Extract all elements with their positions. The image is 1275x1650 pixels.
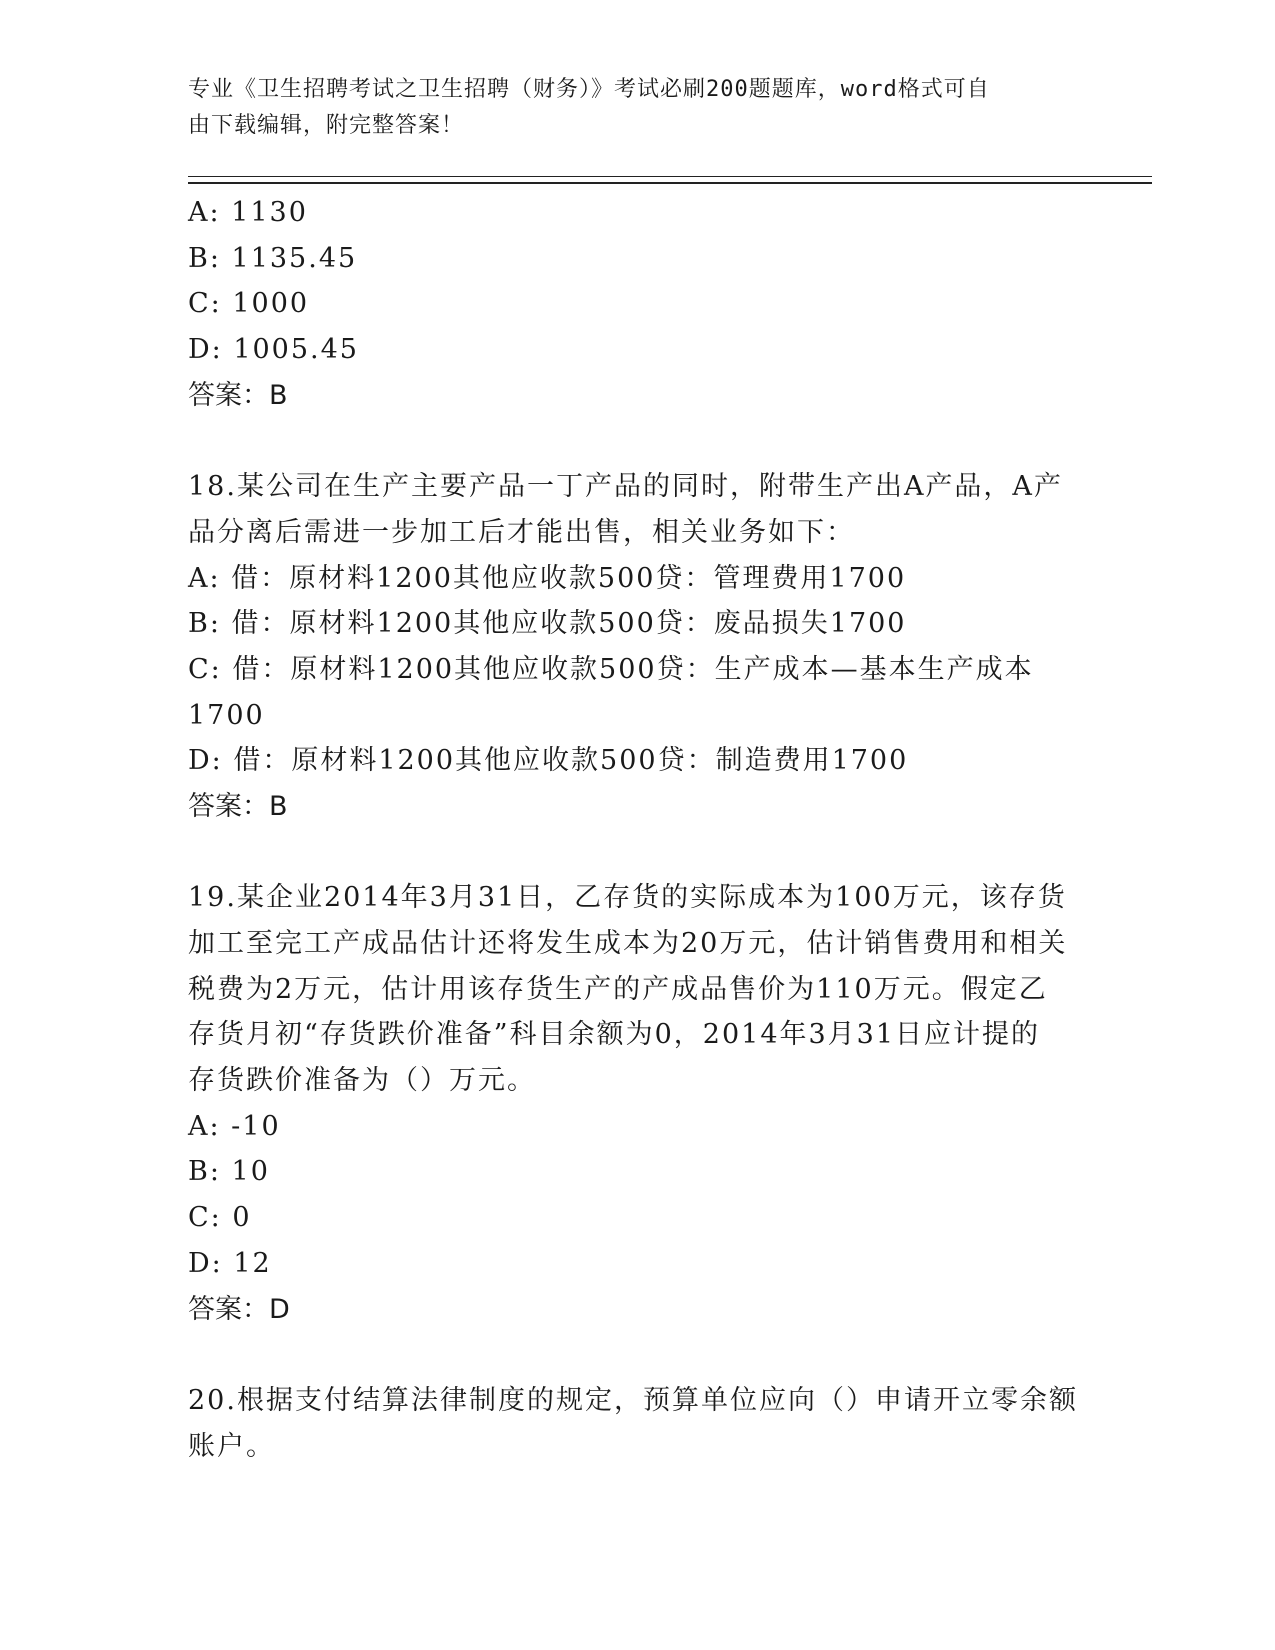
answer-line: 答案：B [188, 379, 288, 411]
option-c-continued: 1700 [188, 699, 265, 731]
option-c: C: 借：原材料1200其他应收款500贷：生产成本—基本生产成本 [188, 653, 1034, 685]
question-17-options [188, 190, 1088, 418]
option-b: B: 1135.45 [188, 242, 358, 274]
document-body [188, 190, 1088, 1469]
option-b: B: 借：原材料1200其他应收款500贷：废品损失1700 [188, 608, 907, 640]
spacer [188, 418, 1088, 464]
option-a: A: 借：原材料1200其他应收款500贷：管理费用1700 [188, 562, 907, 594]
question-stem-line: 存货月初“存货跌价准备”科目余额为0，2014年3月31日应计提的 [188, 1019, 1041, 1051]
question-stem-line: 20.根据支付结算法律制度的规定，预算单位应向（）申请开立零余额 [188, 1384, 1078, 1416]
option-c: C: 1000 [188, 288, 310, 320]
question-stem-line: 品分离后需进一步加工后才能出售，相关业务如下： [188, 516, 855, 548]
option-c: C: 0 [188, 1202, 252, 1234]
answer-line: 答案：D [188, 1293, 290, 1325]
spacer [188, 830, 1088, 876]
question-stem-line: 18.某公司在生产主要产品一丁产品的同时，附带生产出A产品，A产 [188, 471, 1063, 503]
answer-line: 答案：B [188, 790, 288, 822]
option-a: A: -10 [188, 1110, 281, 1142]
question-stem-line: 存货跌价准备为（）万元。 [188, 1065, 536, 1097]
question-18 [188, 464, 1088, 830]
question-20 [188, 1378, 1088, 1469]
header-divider-thick [188, 182, 1152, 184]
option-a: A: 1130 [188, 197, 308, 228]
header-divider-thin [188, 176, 1152, 177]
spacer [188, 1332, 1088, 1378]
question-stem-line: 税费为2万元，估计用该存货生产的产成品售价为110万元。假定乙 [188, 973, 1048, 1005]
option-b: B: 10 [188, 1156, 270, 1188]
question-stem-line: 账户。 [188, 1430, 275, 1462]
header-title-line-1: 专业《卫生招聘考试之卫生招聘（财务）》考试必刷200题题库，word格式可自 [188, 77, 990, 102]
document-header [188, 72, 1068, 144]
question-stem-line: 加工至完工产成品估计还将发生成本为20万元，估计销售费用和相关 [188, 928, 1068, 959]
option-d: D: 12 [188, 1247, 272, 1279]
option-d: D: 借：原材料1200其他应收款500贷：制造费用1700 [188, 745, 909, 777]
header-title-line-2: 由下载编辑，附完整答案！ [188, 113, 465, 138]
option-d: D: 1005.45 [188, 334, 359, 366]
question-stem-line: 19.某企业2014年3月31日，乙存货的实际成本为100万元，该存货 [188, 882, 1067, 914]
question-19 [188, 875, 1088, 1332]
